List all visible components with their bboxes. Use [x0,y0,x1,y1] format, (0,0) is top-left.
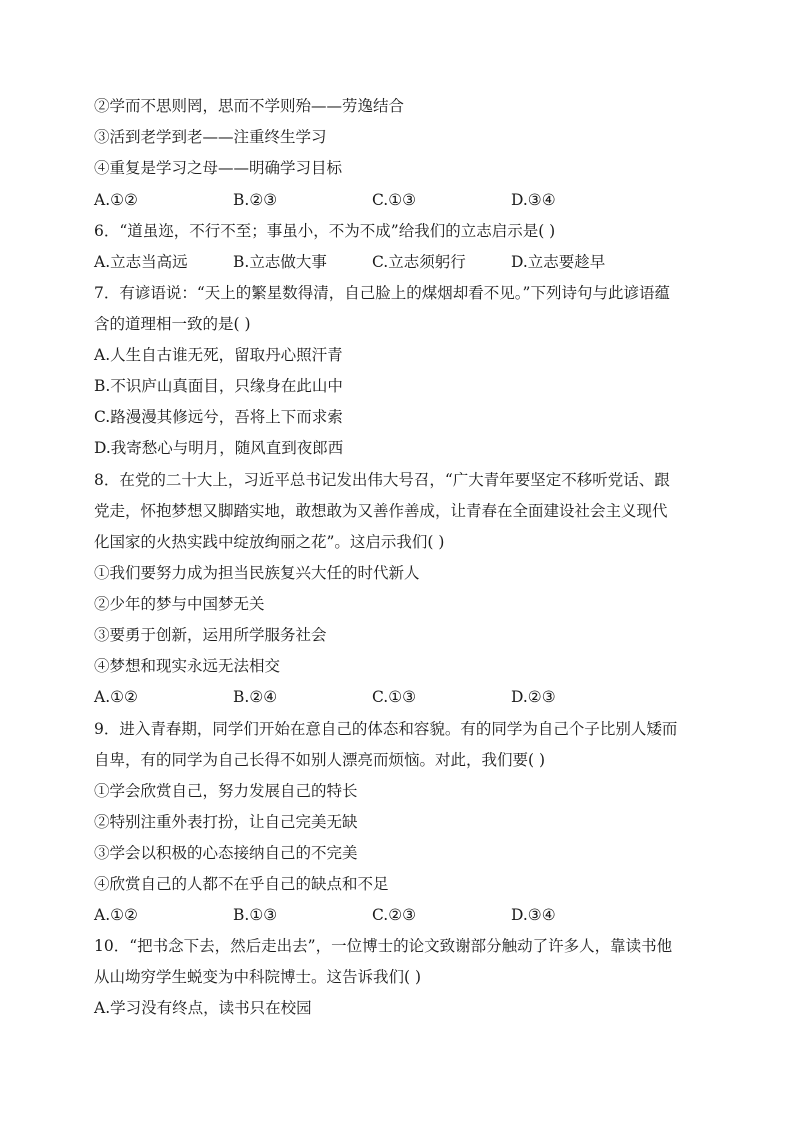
q9-stem-line-2: 自卑，有的同学为自己长得不如别人漂亮而烦恼。对此，我们要( ) [94,751,546,769]
q7-stem-line-2: 含的道理相一致的是( ) [94,315,251,333]
q7-option-d: D.我寄愁心与明月，随风直到夜郎西 [94,439,344,457]
q9-option-c: C.②③ [372,906,417,924]
q6-stem: 6．“道虽迩，不行不至；事虽小，不为不成”给我们的立志启示是( ) [94,222,556,240]
q5-option-c: C.①③ [372,191,417,209]
q5-option-b: B.②③ [233,191,278,209]
q7-option-b: B.不识庐山真面目，只缘身在此山中 [94,377,343,395]
q9-option-b: B.①③ [233,906,278,924]
q5-item-3: ③活到老学到老——注重终生学习 [94,128,327,146]
q9-item-1: ①学会欣赏自己，努力发展自己的特长 [94,782,358,800]
q6-option-d: D.立志要趁早 [511,253,606,271]
q5-option-a: A.①② [94,191,138,209]
q9-option-d: D.③④ [511,906,556,924]
q10-option-a: A.学习没有终点，读书只在校园 [94,999,312,1017]
q7-option-c: C.路漫漫其修远兮，吾将上下而求索 [94,408,343,426]
q8-item-1: ①我们要努力成为担当民族复兴大任的时代新人 [94,564,420,582]
q6-option-a: A.立志当高远 [94,253,188,271]
q5-option-d: D.③④ [511,191,556,209]
q6-option-c: C.立志须躬行 [372,253,466,271]
q9-option-a: A.①② [94,906,138,924]
q9-item-4: ④欣赏自己的人都不在乎自己的缺点和不足 [94,875,389,893]
q7-stem-line-1: 7．有谚语说：“天上的繁星数得清，自己脸上的煤烟却看不见。”下列诗句与此谚语蕴 [94,284,670,302]
q8-item-4: ④梦想和现实永远无法相交 [94,657,281,675]
q8-option-d: D.②③ [511,688,556,706]
q8-stem-line-3: 化国家的火热实践中绽放绚丽之花”。这启示我们( ) [94,533,445,551]
q8-stem-line-2: 党走，怀抱梦想又脚踏实地，敢想敢为又善作善成，让青春在全面建设社会主义现代 [94,502,668,520]
q8-stem-line-1: 8．在党的二十大上，习近平总书记发出伟大号召，“广大青年要坚定不移听党话、跟 [94,471,670,489]
q8-option-c: C.①③ [372,688,417,706]
q9-stem-line-1: 9．进入青春期，同学们开始在意自己的体态和容貌。有的同学为自己个子比别人矮而 [94,720,678,738]
q9-item-2: ②特别注重外表打扮，让自己完美无缺 [94,813,358,831]
q8-option-b: B.②④ [233,688,278,706]
q10-stem-line-2: 从山坳穷学生蜕变为中科院博士。这告诉我们( ) [94,968,422,986]
q7-option-a: A.人生自古谁无死，留取丹心照汗青 [94,346,343,364]
q8-option-a: A.①② [94,688,138,706]
q5-item-2: ②学而不思则罔，思而不学则殆——劳逸结合 [94,97,405,115]
q10-stem-line-1: 10．“把书念下去，然后走出去”，一位博士的论文致谢部分触动了许多人，靠读书他 [94,937,673,955]
q8-item-3: ③要勇于创新，运用所学服务社会 [94,626,327,644]
q8-item-2: ②少年的梦与中国梦无关 [94,595,265,613]
q9-item-3: ③学会以积极的心态接纳自己的不完美 [94,844,358,862]
q5-item-4: ④重复是学习之母——明确学习目标 [94,159,343,177]
q6-option-b: B.立志做大事 [233,253,327,271]
